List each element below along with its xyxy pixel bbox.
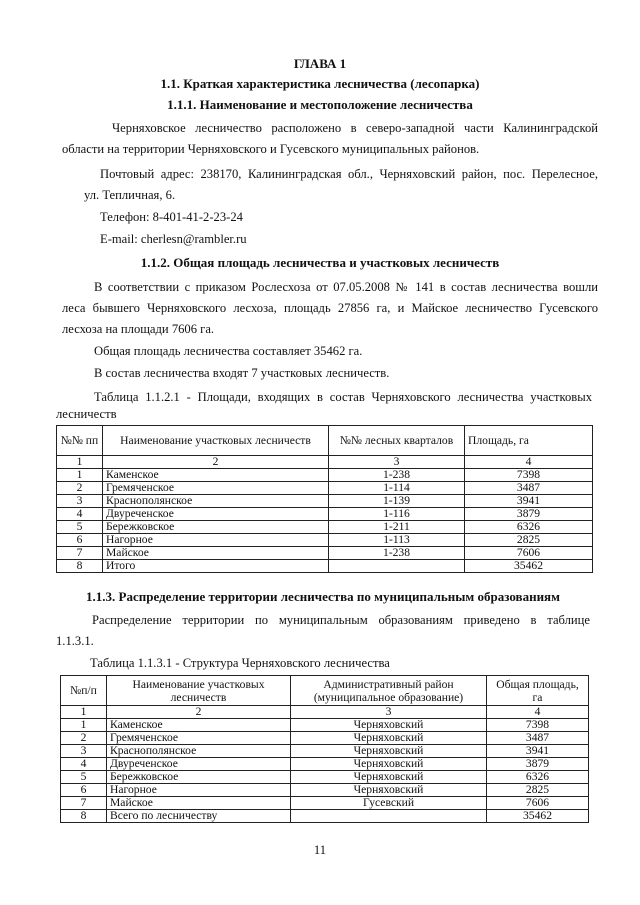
- cell-area: 6326: [465, 521, 593, 534]
- cell-name: Нагорное: [103, 534, 329, 547]
- cell-number: 5: [57, 521, 103, 534]
- table-row: [61, 784, 589, 797]
- cell-name: Каменское: [103, 469, 329, 482]
- table-row: [61, 758, 589, 771]
- paragraph-location-line-2: области на территории Черняховского и Гусевского муниципальных районов.: [62, 142, 480, 156]
- cell-area: 3487: [487, 732, 589, 745]
- cell-name: Двуреченское: [103, 508, 329, 521]
- cell-area: 7606: [465, 547, 593, 560]
- cell-name: Гремяченское: [107, 732, 291, 745]
- table-header-row: [57, 426, 593, 456]
- table2-caption: Таблица 1.1.3.1 - Структура Черняховского лесничества: [90, 656, 390, 670]
- table-row: [61, 732, 589, 745]
- cell-name: Краснополянское: [103, 495, 329, 508]
- cell-number: 7: [61, 797, 107, 810]
- paragraph-order-line-3: лесхоза на площади 7606 га.: [62, 322, 215, 336]
- phone-line: Телефон: 8-401-41-2-23-24: [100, 210, 243, 224]
- header-district: Административный район (муниципальное образование): [291, 676, 487, 706]
- cell-area: 7398: [487, 719, 589, 732]
- email-line: E-mail: cherlesn@rambler.ru: [100, 232, 247, 246]
- numbering-cell: 1: [57, 456, 103, 469]
- numbering-cell: 3: [329, 456, 465, 469]
- paragraph-total-area: Общая площадь лесничества составляет 35462 га.: [94, 344, 363, 358]
- cell-quarters: 1-116: [329, 508, 465, 521]
- header-total-area: Общая площадь, га: [487, 676, 589, 706]
- numbering-cell: 2: [103, 456, 329, 469]
- table-row: [57, 508, 593, 521]
- cell-district: [291, 810, 487, 823]
- cell-number: 6: [61, 784, 107, 797]
- cell-district: Гусевский: [291, 797, 487, 810]
- cell-number: 3: [57, 495, 103, 508]
- numbering-cell: 4: [465, 456, 593, 469]
- header-number: №№ пп: [57, 426, 103, 456]
- cell-name: Всего по лесничеству: [107, 810, 291, 823]
- cell-name: Бережковское: [107, 771, 291, 784]
- table1-caption-line-2: лесничеств: [56, 407, 117, 421]
- cell-area: 3487: [465, 482, 593, 495]
- header-area: Площадь, га: [465, 426, 593, 456]
- table-numbering-row: [61, 706, 589, 719]
- cell-area: 3879: [487, 758, 589, 771]
- cell-number: 1: [61, 719, 107, 732]
- cell-area: 35462: [487, 810, 589, 823]
- header-name: Наименование участковых лесничеств: [103, 426, 329, 456]
- cell-name: Двуреченское: [107, 758, 291, 771]
- numbering-cell: 4: [487, 706, 589, 719]
- cell-quarters: 1-114: [329, 482, 465, 495]
- table-row: [61, 797, 589, 810]
- cell-number: 3: [61, 745, 107, 758]
- header-quarters: №№ лесных кварталов: [329, 426, 465, 456]
- section-1-1-3-heading: 1.1.3. Распределение территории лесничества по муниципальным образованиям: [86, 589, 560, 604]
- cell-number: 4: [61, 758, 107, 771]
- section-1-1-2-heading: 1.1.2. Общая площадь лесничества и участковых лесничеств: [140, 255, 500, 270]
- paragraph-order-line-1: В соответствии с приказом Рослесхоза от 07.05.2008 № 141 в состав лесничества вошли: [94, 280, 598, 294]
- chapter-title: ГЛАВА 1: [293, 56, 347, 71]
- cell-number: 6: [57, 534, 103, 547]
- cell-area: 3941: [465, 495, 593, 508]
- table-row: [61, 771, 589, 784]
- section-1-1-1-heading: 1.1.1. Наименование и местоположение лесничества: [167, 97, 473, 112]
- cell-district: Черняховский: [291, 758, 487, 771]
- table-header-row: [61, 676, 589, 706]
- cell-quarters: 1-238: [329, 547, 465, 560]
- cell-name: Майское: [103, 547, 329, 560]
- cell-district: Черняховский: [291, 719, 487, 732]
- numbering-cell: 3: [291, 706, 487, 719]
- cell-number: 2: [57, 482, 103, 495]
- paragraph-location-line-1: Черняховское лесничество расположено в северо-западной части Калининградской: [112, 121, 598, 135]
- cell-area: 2825: [465, 534, 593, 547]
- cell-quarters: 1-113: [329, 534, 465, 547]
- page-number: 11: [313, 843, 327, 857]
- cell-number: 4: [57, 508, 103, 521]
- table-row: [61, 745, 589, 758]
- numbering-cell: 1: [61, 706, 107, 719]
- table-numbering-row: [57, 456, 593, 469]
- cell-district: Черняховский: [291, 784, 487, 797]
- cell-name: Бережковское: [103, 521, 329, 534]
- cell-area: 2825: [487, 784, 589, 797]
- cell-area: 3941: [487, 745, 589, 758]
- cell-area: 6326: [487, 771, 589, 784]
- cell-name: Краснополянское: [107, 745, 291, 758]
- cell-name: Каменское: [107, 719, 291, 732]
- numbering-cell: 2: [107, 706, 291, 719]
- table-row: [57, 495, 593, 508]
- section-1-1-heading: 1.1. Краткая характеристика лесничества (лесопарка): [160, 76, 480, 91]
- paragraph-distribution-line-2: 1.1.3.1.: [56, 634, 94, 648]
- cell-district: Черняховский: [291, 771, 487, 784]
- cell-number: 1: [57, 469, 103, 482]
- cell-area: 35462: [465, 560, 593, 573]
- paragraph-distribution-line-1: Распределение территории по муниципальным образованиям приведено в таблице: [92, 613, 590, 627]
- cell-name: Гремяченское: [103, 482, 329, 495]
- cell-district: Черняховский: [291, 745, 487, 758]
- cell-number: 5: [61, 771, 107, 784]
- cell-number: 2: [61, 732, 107, 745]
- table-row: [57, 547, 593, 560]
- table-areas: [56, 425, 593, 573]
- cell-name: Нагорное: [107, 784, 291, 797]
- table-row: [57, 534, 593, 547]
- table-total-row: [57, 560, 593, 573]
- table-structure: [60, 675, 589, 823]
- header-name: Наименование участковых лесничеств: [107, 676, 291, 706]
- header-number: №п/п: [61, 676, 107, 706]
- cell-quarters: 1-238: [329, 469, 465, 482]
- cell-quarters: 1-211: [329, 521, 465, 534]
- cell-name: Итого: [103, 560, 329, 573]
- cell-district: Черняховский: [291, 732, 487, 745]
- cell-area: 7398: [465, 469, 593, 482]
- cell-quarters: 1-139: [329, 495, 465, 508]
- address-line-2: ул. Тепличная, 6.: [84, 188, 176, 202]
- table1-caption-line-1: Таблица 1.1.2.1 - Площади, входящих в состав Черняховского лесничества участковых: [94, 390, 592, 404]
- cell-area: 3879: [465, 508, 593, 521]
- table-row: [61, 719, 589, 732]
- table-row: [57, 482, 593, 495]
- paragraph-order-line-2: леса бывшего Черняховского лесхоза, площадь 27856 га, и Майское лесничество Гусевского: [62, 301, 598, 315]
- cell-number: 8: [61, 810, 107, 823]
- table-total-row: [61, 810, 589, 823]
- cell-quarters: [329, 560, 465, 573]
- cell-name: Майское: [107, 797, 291, 810]
- paragraph-units-count: В состав лесничества входят 7 участковых лесничеств.: [94, 366, 390, 380]
- address-line-1: Почтовый адрес: 238170, Калининградская обл., Черняховский район, пос. Перелесное,: [100, 167, 598, 181]
- table-row: [57, 521, 593, 534]
- cell-number: 8: [57, 560, 103, 573]
- table-row: [57, 469, 593, 482]
- cell-number: 7: [57, 547, 103, 560]
- cell-area: 7606: [487, 797, 589, 810]
